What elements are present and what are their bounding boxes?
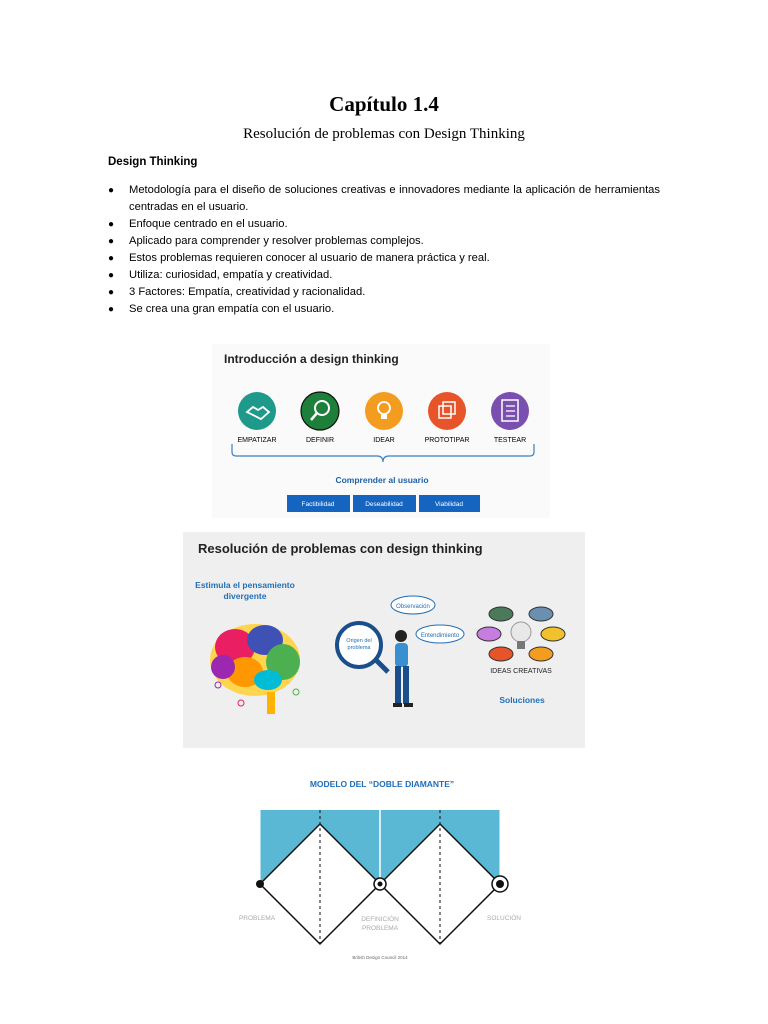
list-item-text: Aplicado para comprender y resolver problemas complejos. — [129, 235, 424, 247]
left-heading-line1: Estimula el pensamiento — [195, 580, 295, 590]
list-item-text: Estos problemas requieren conocer al usuario de manera práctica y real. — [129, 252, 490, 264]
label-definition-line2: PROBLEMA — [361, 925, 399, 932]
figure-double-diamond — [232, 770, 532, 970]
label-problem: PROBLEMA — [238, 915, 276, 922]
bullet-icon: ● — [108, 270, 115, 281]
bullet-icon: ● — [108, 219, 115, 230]
bullet-icon: ● — [108, 185, 115, 196]
lightbulb-icon — [365, 392, 403, 430]
stage-label: TESTEAR — [493, 437, 527, 444]
stage-label: EMPATIZAR — [237, 437, 277, 444]
section-heading: Design Thinking — [108, 156, 198, 168]
credit-text: British Design Council 2014 — [352, 955, 408, 960]
list-item-text: Metodología para el diseño de soluciones creativas e innovadores mediante la aplicación de herramientas centradas en el usuario. — [129, 184, 660, 213]
handshake-icon — [238, 392, 276, 430]
factor-factibilidad: Factibilidad — [301, 501, 335, 508]
brace-icon — [232, 444, 534, 462]
stage-idear — [365, 392, 403, 444]
ideas-label: IDEAS CREATIVAS — [490, 668, 552, 675]
list-item-text: Enfoque centrado en el usuario. — [129, 218, 288, 230]
magnifier-icon — [301, 392, 339, 430]
person-icon — [393, 630, 413, 707]
lens-label-line2: problema — [347, 645, 371, 651]
stage-empatizar — [237, 392, 276, 444]
bullet-list — [108, 182, 660, 318]
stage-testear — [491, 392, 529, 444]
left-heading-line2: divergente — [223, 591, 267, 601]
brace-label: Comprender al usuario — [335, 475, 429, 485]
label-solution: SOLUCIÓN — [487, 915, 521, 922]
list-item-text: Utiliza: curiosidad, empatía y creatividad. — [129, 269, 333, 281]
factor-deseabilidad: Deseabilidad — [365, 501, 403, 508]
bullet-icon: ● — [108, 304, 115, 315]
list-item — [108, 233, 660, 250]
list-item — [108, 301, 660, 318]
figure-problem-solving — [183, 532, 585, 748]
lens-label-line1: Origen del — [346, 638, 372, 644]
list-item — [108, 182, 660, 216]
bubble-observacion: Observación — [396, 604, 430, 610]
figure-title: Introducción a design thinking — [224, 352, 399, 366]
list-item-text: 3 Factores: Empatía, creatividad y racionalidad. — [129, 286, 366, 298]
bullet-icon: ● — [108, 253, 115, 264]
factor-viabilidad: Viabilidad — [434, 501, 464, 508]
list-item — [108, 216, 660, 233]
bullet-icon: ● — [108, 236, 115, 247]
ideas-cluster-icon — [477, 607, 565, 661]
chapter-title: Capítulo 1.4 — [329, 92, 439, 116]
stage-label: PROTOTIPAR — [424, 437, 470, 444]
stage-definir — [301, 392, 339, 444]
stages-diagram — [212, 344, 550, 518]
list-item — [108, 250, 660, 267]
solutions-label: Soluciones — [499, 695, 545, 705]
stage-label: DEFINIR — [306, 437, 334, 444]
bullet-icon: ● — [108, 287, 115, 298]
diagram-title: MODELO DEL “DOBLE DIAMANTE” — [309, 779, 455, 789]
figure-intro-design-thinking — [212, 344, 550, 518]
stage-label: IDEAR — [373, 437, 395, 444]
double-diamond-diagram — [232, 770, 532, 970]
start-node-icon — [256, 880, 264, 888]
brain-icon — [210, 624, 300, 714]
chapter-subtitle: Resolución de problemas con Design Thinking — [243, 126, 525, 142]
list-item — [108, 284, 660, 301]
bubble-entendimiento: Entendimiento — [420, 633, 460, 639]
list-item-text: Se crea una gran empatía con el usuario. — [129, 303, 335, 315]
label-definition-line1: DEFINICIÓN — [361, 916, 399, 923]
cube-icon — [428, 392, 466, 430]
problem-solving-illustration — [183, 532, 585, 748]
stage-prototipar — [425, 392, 470, 444]
figure-title: Resolución de problemas con design thinking — [198, 541, 483, 556]
list-item — [108, 267, 660, 284]
